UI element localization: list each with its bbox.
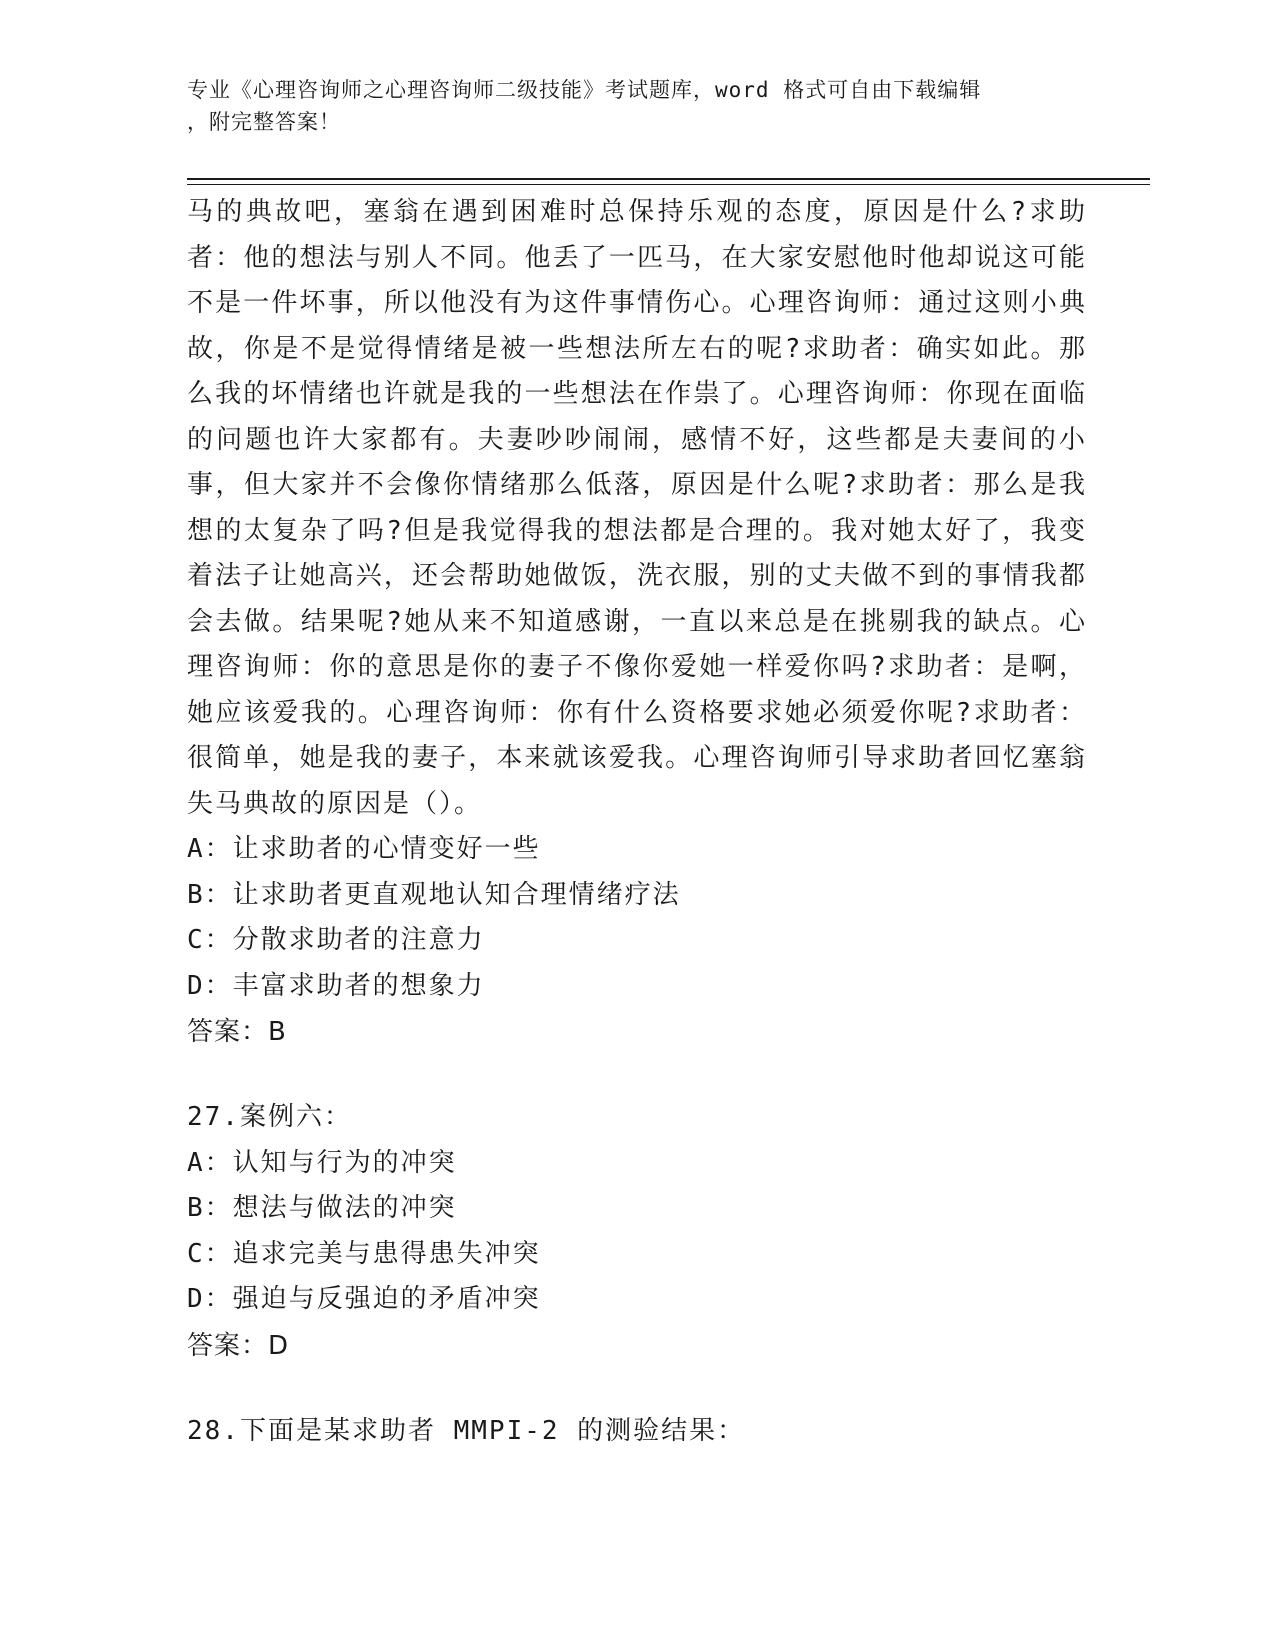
header-line-1: 专业《心理咨询师之心理咨询师二级技能》考试题库，word 格式可自由下载编辑: [187, 78, 982, 102]
spacer: [187, 1055, 1087, 1095]
question-27-answer: 答案：D: [187, 1330, 290, 1361]
question-27-option-b: B：想法与做法的冲突: [187, 1193, 457, 1223]
page-header: [187, 74, 1067, 138]
question-26-option-a: A：让求助者的心情变好一些: [187, 834, 541, 864]
question-27-title: 27.案例六：: [187, 1102, 352, 1132]
question-27-option-d: D：强迫与反强迫的矛盾冲突: [187, 1284, 541, 1314]
document-body: [187, 190, 1087, 1454]
spacer: [187, 1369, 1087, 1409]
question-26-option-c: C：分散求助者的注意力: [187, 925, 485, 955]
question-27-option-a: A：认知与行为的冲突: [187, 1147, 457, 1178]
question-26-option-b: B：让求助者更直观地认知合理情绪疗法: [187, 879, 681, 910]
header-line-2: ，附完整答案！: [187, 110, 341, 134]
question-27-option-c: C：追求完美与患得患失冲突: [187, 1238, 541, 1269]
question-26-passage: 马的典故吧，塞翁在遇到困难时总保持乐观的态度，原因是什么?求助者：他的想法与别人不同。他丢了一匹马，在大家安慰他时他却说这可能不是一件坏事，所以他没有为这件事情伤心。心理咨询师：通过这则小典故，你是不是觉得情绪是被一些想法所左右的呢?求助者：确实如此。那么我的坏情绪也许就是我的一些想法在作祟了。心理咨询师：你现在面临的问题也许大家都有。夫妻吵吵闹闹，感情不好，这些都是夫妻间的小事，但大家并不会像你情绪那么低落，原因是什么呢?求助者：那么是我想的太复杂了吗?但是我觉得我的想法都是合理的。我对她太好了，我变着法子让她高兴，还会帮助她做饭，洗衣服，别的丈夫做不到的事情我都会去做。结果呢?她从来不知道感谢，一直以来总是在挑剔我的缺点。心理咨询师：你的意思是你的妻子不像你爱她一样爱你吗?求助者：是啊，她应该爱我的。心理咨询师：你有什么资格要求她必须爱你呢?求助者：很简单，她是我的妻子，本来就该爱我。心理咨询师引导求助者回忆塞翁失马典故的原因是（）。: [187, 197, 1087, 819]
header-divider-thick: [187, 178, 1150, 180]
question-26-answer: 答案：B: [187, 1017, 287, 1047]
question-26-option-d: D：丰富求助者的想象力: [187, 970, 485, 1001]
question-28-title: 28.下面是某求助者 MMPI-2 的测验结果：: [187, 1415, 746, 1446]
header-divider-thin: [187, 184, 1150, 185]
